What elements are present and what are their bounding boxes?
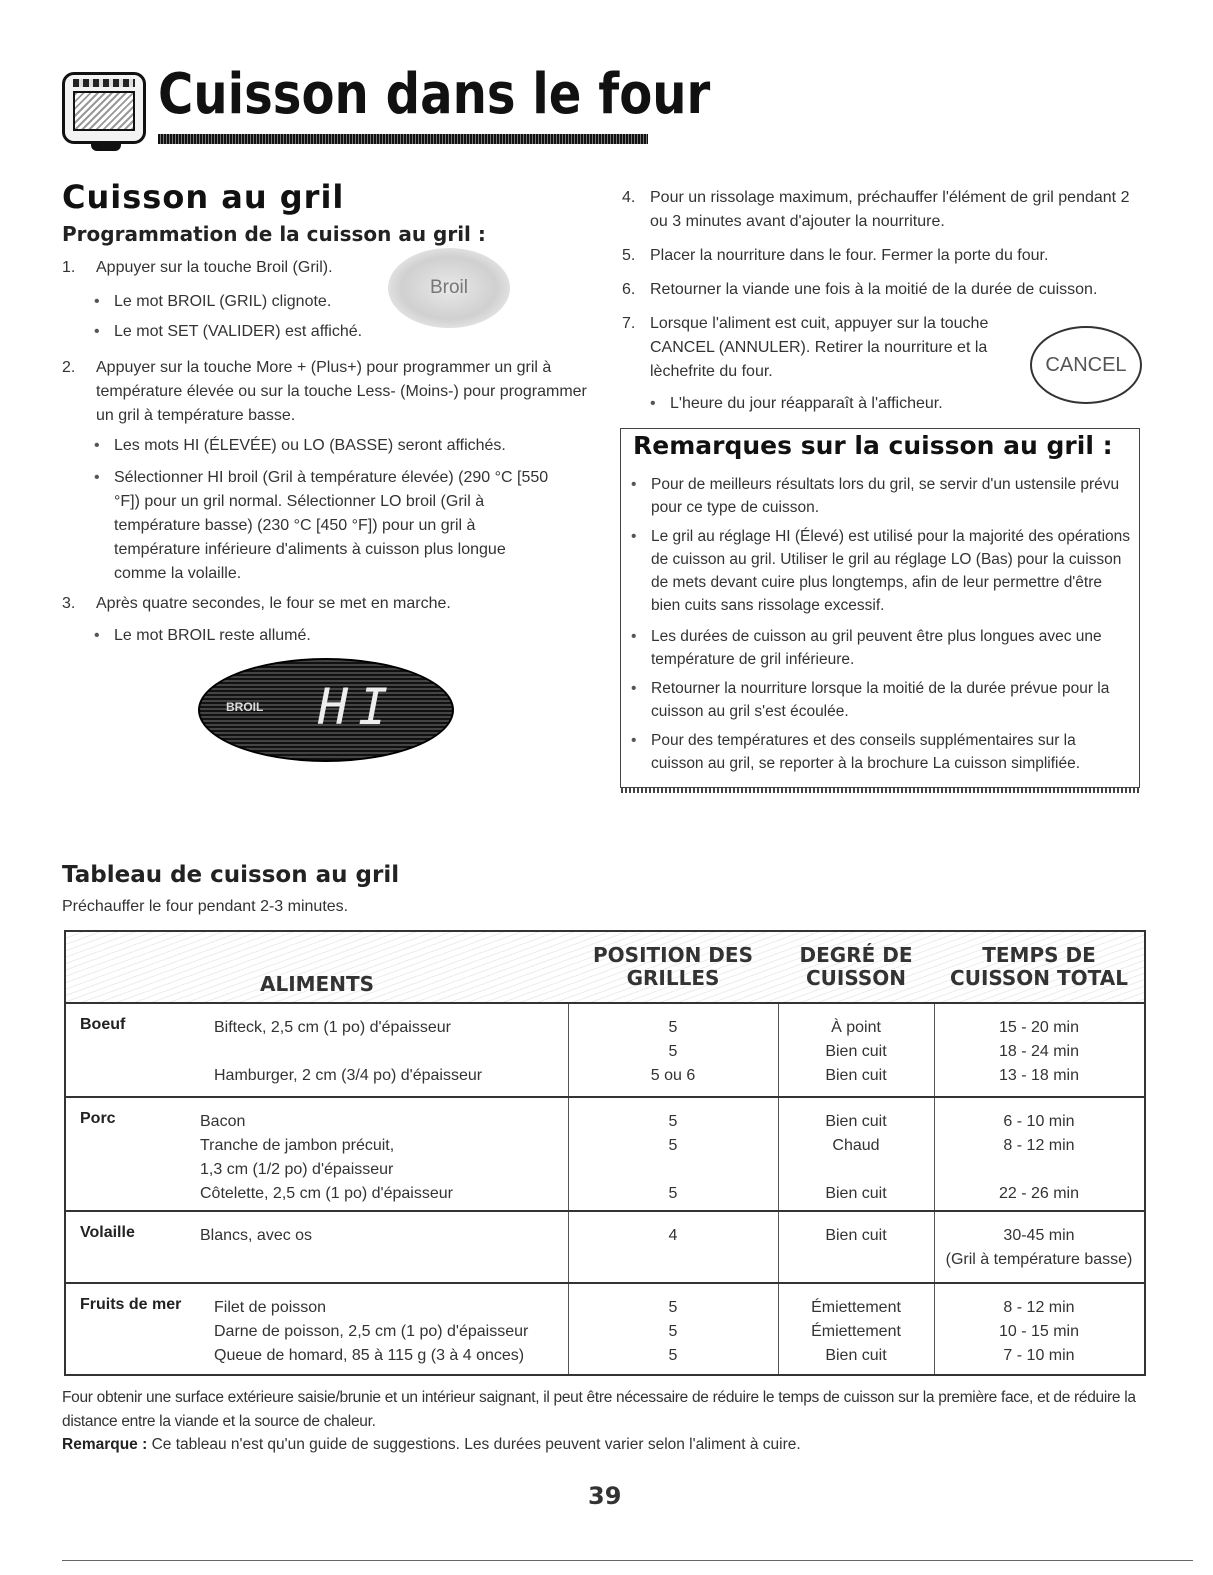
table-group-boeuf — [66, 1004, 1144, 1098]
position-cell: 5 — [668, 1043, 678, 1060]
section-heading-gril: Cuisson au gril — [62, 178, 345, 216]
display-broil-label: BROIL — [226, 700, 264, 714]
table-group-porc — [66, 1098, 1144, 1212]
broil-table — [64, 930, 1146, 1376]
time-cell: 22 - 26 min — [998, 1185, 1080, 1202]
time-cell: 30-45 min — [1003, 1227, 1075, 1244]
step-1-bullet: • Le mot SET (VALIDER) est affiché. — [114, 320, 404, 344]
step-7: 7. Lorsque l'aliment est cuit, appuyer sur la touche CANCEL (ANNULER). Retirer la nourriture et la lèchefrite du four. — [622, 315, 989, 380]
time-cell: 7 - 10 min — [1003, 1347, 1075, 1364]
degree-cell: À point — [831, 1019, 881, 1036]
degree-cell: Bien cuit — [825, 1113, 887, 1130]
category-label: Boeuf — [80, 1016, 126, 1033]
notes-box — [620, 428, 1140, 788]
step-1-bullet: • Le mot BROIL (GRIL) clignote. — [114, 290, 384, 314]
step-4: 4. Pour un rissolage maximum, préchauffer l'élément de gril pendant 2 ou 3 minutes avant d'ajouter la nourriture. — [622, 189, 1130, 230]
time-cell: 6 - 10 min — [1003, 1113, 1075, 1130]
page-title: Cuisson dans le four — [158, 62, 711, 127]
oven-display-illustration — [198, 658, 454, 762]
position-cell: 5 — [668, 1323, 678, 1340]
position-cell: 5 — [668, 1347, 678, 1364]
note-item: • Pour des températures et des conseils supplémentaires sur la cuisson au gril, se reporter à la brochure La cuisson simplifiée. — [651, 729, 1131, 775]
degree-cell: Bien cuit — [825, 1185, 887, 1202]
preheat-note: Préchauffer le four pendant 2-3 minutes. — [62, 898, 349, 915]
category-label: Volaille — [80, 1224, 135, 1241]
subheading-programmation: Programmation de la cuisson au gril : — [62, 222, 486, 246]
notes-title: Remarques sur la cuisson au gril : — [633, 431, 1113, 460]
display-reading: HI — [318, 678, 399, 736]
food-cell: Filet de poisson — [214, 1299, 327, 1316]
food-cell: Côtelette, 2,5 cm (1 po) d'épaisseur — [200, 1185, 453, 1202]
time-cell: 13 - 18 min — [998, 1067, 1080, 1084]
degree-cell: Bien cuit — [825, 1347, 887, 1364]
time-cell: 8 - 12 min — [1003, 1137, 1075, 1154]
remark-label: Remarque : — [62, 1436, 148, 1453]
step-3: 3. Après quatre secondes, le four se met en marche. — [62, 595, 451, 612]
bottom-rule — [62, 1560, 1193, 1561]
cooking-tip: Four obtenir une surface extérieure saisie/brunie et un intérieur saignant, il peut être nécessaire de réduire le temps de cuisson sur la première face, et de réduire la distance entre la viande et la source de chaleur. — [62, 1389, 1136, 1430]
step-2-bullet: • Les mots HI (ÉLEVÉE) ou LO (BASSE) seront affichés. — [114, 434, 584, 458]
degree-cell: Bien cuit — [825, 1067, 887, 1084]
page-header — [62, 58, 711, 150]
table-group-volaille — [66, 1212, 1144, 1284]
position-cell: 4 — [668, 1227, 678, 1244]
position-cell: 5 ou 6 — [650, 1067, 696, 1084]
step-2-bullet: • Sélectionner HI broil (Gril à température élevée) (290 °C [550 °F]) pour un gril normal. Sélectionner LO broil (Gril à température basse) (230 °C [450 °F]) pour un gril à température inférieure d'aliments à cuisson plus longue comme la volaille. — [114, 466, 554, 586]
time-cell: (Gril à température basse) — [945, 1251, 1133, 1268]
note-item: • Retourner la nourriture lorsque la moitié de la durée prévue pour la cuisson au gril s'est écoulée. — [651, 677, 1131, 723]
step-6: 6. Retourner la viande une fois à la moitié de la durée de cuisson. — [622, 281, 1098, 298]
position-cell: 5 — [668, 1299, 678, 1316]
step-7-bullet: • L'heure du jour réapparaît à l'afficheur. — [670, 392, 1030, 416]
time-cell: 10 - 15 min — [998, 1323, 1080, 1340]
position-cell: 5 — [668, 1137, 678, 1154]
remark — [62, 1436, 801, 1454]
cancel-button-illustration: CANCEL — [1030, 326, 1142, 404]
header-aliments: ALIMENTS — [259, 972, 374, 996]
header-degre: DEGRÉ DE CUISSON — [799, 943, 913, 990]
header-position: POSITION DES GRILLES — [593, 943, 753, 990]
time-cell: 8 - 12 min — [1003, 1299, 1075, 1316]
table-group-fruits-de-mer — [66, 1284, 1144, 1374]
category-label: Fruits de mer — [80, 1296, 182, 1313]
broil-button-illustration: Broil — [388, 248, 510, 328]
food-cell: Bacon — [200, 1113, 246, 1130]
degree-cell: Chaud — [832, 1137, 880, 1154]
position-cell: 5 — [668, 1185, 678, 1202]
food-cell: Blancs, avec os — [200, 1227, 313, 1244]
food-cell: 1,3 cm (1/2 po) d'épaisseur — [200, 1161, 394, 1178]
step-3-bullet: • Le mot BROIL reste allumé. — [114, 624, 414, 648]
step-5: 5. Placer la nourriture dans le four. Fermer la porte du four. — [622, 247, 1049, 264]
food-cell: Queue de homard, 85 à 115 g (3 à 4 onces) — [214, 1347, 525, 1364]
degree-cell: Bien cuit — [825, 1043, 887, 1060]
food-cell: Bifteck, 2,5 cm (1 po) d'épaisseur — [214, 1019, 451, 1036]
header-temps: TEMPS DE CUISSON TOTAL — [950, 943, 1128, 990]
time-cell: 15 - 20 min — [998, 1019, 1080, 1036]
degree-cell: Émiettement — [811, 1299, 901, 1316]
remark-text: Ce tableau n'est qu'un guide de suggestions. Les durées peuvent varier selon l'aliment à cuire. — [151, 1436, 801, 1453]
header-rule — [158, 134, 648, 144]
table-heading: Tableau de cuisson au gril — [62, 862, 400, 888]
oven-icon — [62, 72, 146, 144]
time-cell: 18 - 24 min — [998, 1043, 1080, 1060]
food-cell: Tranche de jambon précuit, — [200, 1137, 395, 1154]
step-1: 1. Appuyer sur la touche Broil (Gril). — [62, 259, 333, 276]
table-header-row — [66, 932, 1144, 1004]
degree-cell: Bien cuit — [825, 1227, 887, 1244]
note-item: • Les durées de cuisson au gril peuvent être plus longues avec une température de gril inférieure. — [651, 625, 1131, 671]
page-number: 39 — [588, 1482, 622, 1510]
position-cell: 5 — [668, 1019, 678, 1036]
step-2: 2. Appuyer sur la touche More + (Plus+) pour programmer un gril à température élevée ou sur la touche Less- (Moins-) pour programmer un gril à température basse. — [62, 359, 587, 424]
degree-cell: Émiettement — [811, 1323, 901, 1340]
position-cell: 5 — [668, 1113, 678, 1130]
food-cell: Hamburger, 2 cm (3/4 po) d'épaisseur — [214, 1067, 483, 1084]
food-cell: Darne de poisson, 2,5 cm (1 po) d'épaisseur — [214, 1323, 529, 1340]
category-label: Porc — [80, 1110, 116, 1127]
note-item: • Pour de meilleurs résultats lors du gril, se servir d'un ustensile prévu pour ce type de cuisson. — [651, 473, 1131, 519]
note-item: • Le gril au réglage HI (Élevé) est utilisé pour la majorité des opérations de cuisson au gril. Utiliser le gril au réglage LO (Bas) pour la cuisson de mets devant cuire plus longtemps, afin de leur permettre d'être bien cuits sans rissolage excessif. — [651, 525, 1131, 617]
